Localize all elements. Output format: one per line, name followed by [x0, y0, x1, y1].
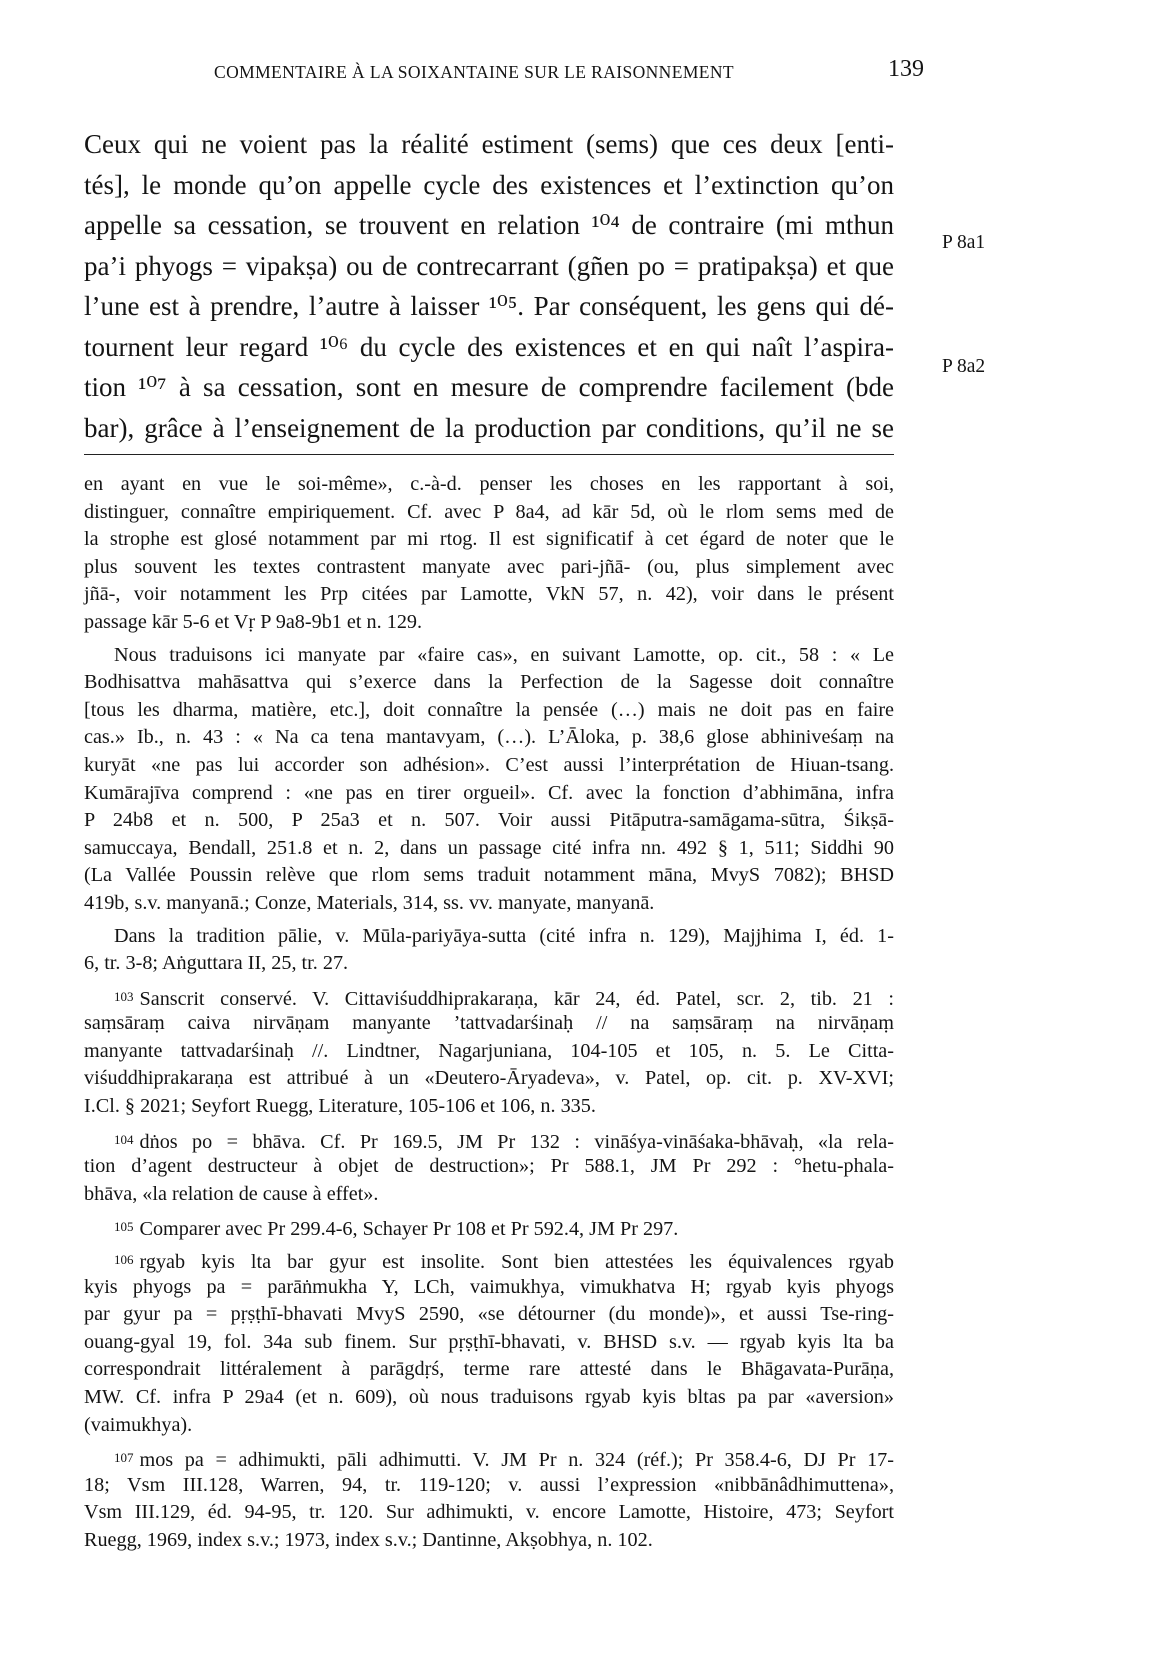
footnote-line: correspondrait littéralement à parāgdṛś, terme rare attesté dans le Bhāgavata-Purāṇa, — [84, 1358, 894, 1381]
footnote-line: kuryāt «ne pas lui accorder son adhésion». C’est aussi l’interprétation de Hiuan-tsang. — [84, 753, 894, 776]
footnote-line: Vsm III.129, éd. 94-95, tr. 120. Sur adhimukti, v. encore Lamotte, Histoire, 473; Seyfort — [84, 1501, 894, 1524]
margin-reference: P 8a2 — [942, 356, 986, 377]
footnote-line: MW. Cf. infra P 29a4 (et n. 609), où nous traduisons rgyab kyis bltas pa par «aversion» — [84, 1386, 894, 1408]
footnote-number: 105 — [114, 1219, 134, 1235]
footnote-line: manyante tattvadarśinaḥ //. Lindtner, Nagarjuniana, 104-105 et 105, n. 5. Le Citta- — [84, 1039, 894, 1062]
footnote-line: par gyur pa = pṛṣṭhī-bhavati MvyS 2590, «se détourner (du monde)», et aussi Tse-ring- — [84, 1303, 894, 1326]
footnote-106-first-line: 106 rgyab kyis lta bar gyur est insolite. Sont bien attestées les équivalences rgyab — [114, 1251, 894, 1274]
margin-reference: P 8a1 — [942, 232, 986, 253]
body-line: pa’i phyogs = vipakṣa) ou de contrecarrant (gñen po = pratipakṣa) et que — [84, 250, 894, 281]
footnote-line: saṃsāraṃ caiva nirvāṇam manyante ’tattvadarśinaḥ // na saṃsāraṃ na nirvāṇaṃ — [84, 1012, 894, 1035]
body-line: appelle sa cessation, se trouvent en relation ¹⁰⁴ de contraire (mi mthun — [84, 210, 894, 240]
footnote-line: Bodhisattva mahāsattva qui s’exerce dans la Perfection de la Sagesse doit connaître — [84, 671, 894, 694]
footnote-103-first-line: 103 Sanscrit conservé. V. Cittaviśuddhiprakaraṇa, kār 24, éd. Patel, scr. 2, tib. 21 : — [114, 987, 894, 1010]
body-line: tournent leur regard ¹⁰⁶ du cycle des existences et en qui naît l’aspira- — [84, 331, 894, 362]
body-line: l’une est à prendre, l’autre à laisser ¹⁰⁵. Par conséquent, les gens qui dé- — [84, 291, 894, 321]
footnote-number: 104 — [114, 1131, 134, 1147]
footnote-line: Nous traduisons ici manyate par «faire cas», en suivant Lamotte, op. cit., 58 : « Le — [114, 643, 894, 666]
page-number: 139 — [888, 56, 924, 82]
footnote-105-line: 105 Comparer avec Pr 299.4-6, Schayer Pr 108 et Pr 592.4, JM Pr 297. — [114, 1218, 679, 1241]
footnote-line: kyis phyogs pa = parāṅmukha Y, LCh, vaimukhya, vimukhatva H; rgyab kyis phyogs — [84, 1275, 894, 1298]
footnote-line: bhāva, «la relation de cause à effet». — [84, 1182, 379, 1205]
footnote-line: la strophe est glosé notamment par mi rtog. Il est significatif à cet égard de noter que le — [84, 528, 894, 551]
footnote-line: Ruegg, 1969, index s.v.; 1973, index s.v.; Dantinne, Akṣobhya, n. 102. — [84, 1528, 653, 1551]
footnote-line: samuccaya, Bendall, 251.8 et n. 2, dans un passage cité infra nn. 492 § 1, 511; Siddhi 90 — [84, 836, 894, 859]
footnote-line: [tous les dharma, matière, etc.], doit connaître la pensée (…) mais ne doit pas en faire — [84, 698, 894, 721]
body-line: bar), grâce à l’enseignement de la production par conditions, qu’il ne se — [84, 412, 894, 443]
footnote-107-first-line: 107 mos pa = adhimukti, pāli adhimutti. V. JM Pr n. 324 (réf.); Pr 358.4-6, DJ Pr 17- — [114, 1449, 894, 1472]
body-line: tés], le monde qu’on appelle cycle des existences et l’extinction qu’on — [84, 169, 894, 200]
footnote-line: jñā-, voir notamment les Prp citées par Lamotte, VkN 57, n. 42), voir dans le présent — [84, 583, 894, 606]
footnote-number: 106 — [114, 1252, 134, 1268]
footnote-line: P 24b8 et n. 500, P 25a3 et n. 507. Voir aussi Pitāputra-samāgama-sūtra, Śikṣā- — [84, 809, 894, 832]
footnote-line: passage kār 5-6 et Vṛ P 9a8-9b1 et n. 129. — [84, 610, 423, 633]
running-title: COMMENTAIRE À LA SOIXANTAINE SUR LE RAISONNEMENT — [214, 62, 734, 82]
footnote-line: 18; Vsm III.128, Warren, 94, tr. 119-120; v. aussi l’expression «nibbānâdhimuttena», — [84, 1473, 894, 1496]
footnote-line: viśuddhiprakaraṇa est attribué à un «Deutero-Āryadeva», v. Patel, op. cit. p. XV-XVI; — [84, 1067, 894, 1090]
footnote-line: plus souvent les textes contrastent manyate avec pari-jñā- (ou, plus simplement avec — [84, 555, 894, 578]
footnote-line: Dans la tradition pālie, v. Mūla-pariyāya-sutta (cité infra n. 129), Majjhima I, éd. 1- — [114, 924, 894, 947]
footnote-line: cas.» Ib., n. 43 : « Na ca tena mantavyam, (…). L’Āloka, p. 38,6 glose abhiniveśaṃ na — [84, 726, 894, 749]
footnote-line: 6, tr. 3-8; Aṅguttara II, 25, tr. 27. — [84, 952, 349, 975]
footnotes — [84, 471, 894, 1555]
footnote-line: 419b, s.v. manyanā.; Conze, Materials, 314, ss. vv. manyate, manyanā. — [84, 891, 655, 914]
body-line: tion ¹⁰⁷ à sa cessation, sont en mesure de comprendre facilement (bde — [84, 372, 894, 402]
main-text — [84, 124, 894, 448]
footnote-line: Kumārajīva comprend : «ne pas en tirer orgueil». Cf. avec la fonction d’abhimāna, infra — [84, 781, 894, 804]
footnote-line: ouang-gyal 19, fol. 34a sub finem. Sur pṛṣṭhī-bhavati, v. BHSD s.v. — rgyab kyis lta ba — [84, 1330, 894, 1353]
footnote-line: distinguer, connaître empiriquement. Cf. avec P 8a4, ad kār 5d, où le rlom sems med de — [84, 500, 894, 523]
footnote-number: 103 — [114, 988, 134, 1004]
footnote-104-first-line: 104 dṅos po = bhāva. Cf. Pr 169.5, JM Pr 132 : vināśya-vināśaka-bhāvaḥ, «la rela- — [114, 1130, 894, 1153]
footnote-separator — [84, 454, 894, 455]
footnote-line: (La Vallée Poussin relève que rlom sems traduit notamment māna, MvyS 7082); BHSD — [84, 864, 894, 887]
footnote-line: en ayant en vue le soi-même», c.-à-d. penser les choses en les rapportant à soi, — [84, 473, 894, 495]
footnote-number: 107 — [114, 1450, 134, 1466]
footnote-line: (vaimukhya). — [84, 1413, 193, 1436]
footnote-line: tion d’agent destructeur à objet de destruction»; Pr 588.1, JM Pr 292 : °hetu-phala- — [84, 1155, 894, 1178]
body-line: Ceux qui ne voient pas la réalité estiment (sems) que ces deux [enti- — [84, 129, 894, 159]
footnote-line: I.Cl. § 2021; Seyfort Ruegg, Literature, 105-106 et 106, n. 335. — [84, 1095, 596, 1118]
